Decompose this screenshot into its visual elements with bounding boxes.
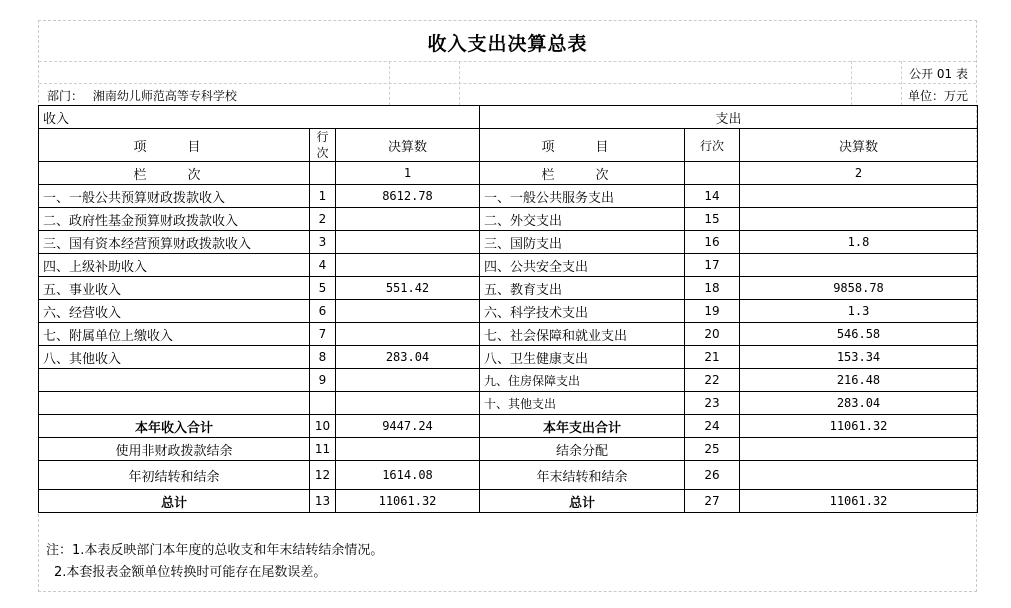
expense-row-no: 17 (685, 254, 740, 277)
income-total-item: 本年收入合计 (39, 415, 310, 438)
expense-row-no: 27 (685, 490, 740, 513)
empty-cell (310, 162, 336, 185)
table-row (39, 300, 978, 323)
income-item: 四、上级补助收入 (39, 254, 310, 277)
expense-total-item: 本年支出合计 (480, 415, 685, 438)
income-row-no: 13 (310, 490, 336, 513)
expense-row-no: 15 (685, 208, 740, 231)
income-amount (336, 300, 480, 323)
expense-row-no: 19 (685, 300, 740, 323)
expense-amount: 1.3 (740, 300, 978, 323)
expense-amount: 153.34 (740, 346, 978, 369)
income-row-no (310, 392, 336, 415)
income-row-no: 7 (310, 323, 336, 346)
income-amount: 551.42 (336, 277, 480, 300)
expense-total-item: 年末结转和结余 (480, 461, 685, 490)
grid-divider (851, 61, 852, 105)
income-row-no: 12 (310, 461, 336, 490)
expense-row-no: 22 (685, 369, 740, 392)
expense-amount: 283.04 (740, 392, 978, 415)
total-row (39, 490, 978, 513)
column-header-row (39, 129, 978, 162)
total-row (39, 415, 978, 438)
expense-section-label: 支出 (480, 106, 978, 129)
expense-row-no: 21 (685, 346, 740, 369)
empty-cell (685, 162, 740, 185)
income-item: 一、一般公共预算财政拨款收入 (39, 185, 310, 208)
income-row-no: 1 (310, 185, 336, 208)
income-amount (336, 231, 480, 254)
income-column-number: 1 (336, 162, 480, 185)
expense-row-no: 20 (685, 323, 740, 346)
unit-label: 单位：万元 (907, 89, 968, 103)
income-amount-header: 决算数 (336, 129, 480, 162)
income-row-no: 10 (310, 415, 336, 438)
expense-amount-header: 决算数 (740, 129, 978, 162)
income-item: 三、国有资本经营预算财政拨款收入 (39, 231, 310, 254)
expense-total-amount: 11061.32 (740, 415, 978, 438)
expense-row-no: 14 (685, 185, 740, 208)
expense-item: 七、社会保障和就业支出 (480, 323, 685, 346)
department-label: 部门： (47, 89, 84, 103)
table-row (39, 208, 978, 231)
income-row-no: 4 (310, 254, 336, 277)
income-row-no: 2 (310, 208, 336, 231)
table-row (39, 277, 978, 300)
expense-row-no: 26 (685, 461, 740, 490)
table-row (39, 392, 978, 415)
income-item: 八、其他收入 (39, 346, 310, 369)
expense-item: 一、一般公共服务支出 (480, 185, 685, 208)
grid-divider (39, 61, 976, 62)
expense-amount (740, 185, 978, 208)
column-number-row (39, 162, 978, 185)
income-row-no: 5 (310, 277, 336, 300)
grid-divider (39, 83, 976, 84)
table-body (39, 106, 978, 513)
income-row-no: 9 (310, 369, 336, 392)
expense-row-no: 23 (685, 392, 740, 415)
income-expense-table (38, 105, 978, 513)
table-row (39, 231, 978, 254)
expense-item: 八、卫生健康支出 (480, 346, 685, 369)
income-item-header: 项 目 (39, 129, 310, 162)
table-row (39, 323, 978, 346)
income-row-no: 3 (310, 231, 336, 254)
expense-amount: 1.8 (740, 231, 978, 254)
table-row (39, 185, 978, 208)
income-amount (336, 392, 480, 415)
expense-amount (740, 208, 978, 231)
expense-item: 三、国防支出 (480, 231, 685, 254)
expense-item: 九、住房保障支出 (480, 369, 685, 392)
income-total-item: 使用非财政拨款结余 (39, 438, 310, 461)
income-item (39, 369, 310, 392)
income-item: 六、经营收入 (39, 300, 310, 323)
expense-row-no-header: 行次 (685, 129, 740, 162)
expense-total-amount (740, 461, 978, 490)
expense-item: 二、外交支出 (480, 208, 685, 231)
expense-total-amount (740, 438, 978, 461)
expense-item: 五、教育支出 (480, 277, 685, 300)
footnote-2: 2.本套报表金额单位转换时可能存在尾数误差。 (54, 565, 327, 580)
income-row-no: 6 (310, 300, 336, 323)
expense-row-no: 18 (685, 277, 740, 300)
form-code: 公开 01 表 (909, 67, 968, 81)
footnote-1: 注：1.本表反映部门本年度的总收支和年末结转结余情况。 (46, 543, 384, 558)
income-total-amount: 1614.08 (336, 461, 480, 490)
expense-row-no: 25 (685, 438, 740, 461)
income-column-label: 栏 次 (39, 162, 310, 185)
grid-divider (459, 61, 460, 105)
expense-row-no: 16 (685, 231, 740, 254)
income-item (39, 392, 310, 415)
income-item: 七、附属单位上缴收入 (39, 323, 310, 346)
grid-divider (901, 61, 902, 105)
table-row (39, 369, 978, 392)
expense-amount: 546.58 (740, 323, 978, 346)
income-amount (336, 369, 480, 392)
income-total-item: 总计 (39, 490, 310, 513)
income-row-no-header: 行 次 (310, 129, 336, 162)
expense-amount (740, 254, 978, 277)
expense-total-item: 总计 (480, 490, 685, 513)
expense-total-item: 结余分配 (480, 438, 685, 461)
table-row (39, 254, 978, 277)
expense-column-label: 栏 次 (480, 162, 685, 185)
income-total-amount: 9447.24 (336, 415, 480, 438)
total-row (39, 438, 978, 461)
expense-item: 十、其他支出 (480, 392, 685, 415)
expense-amount: 216.48 (740, 369, 978, 392)
income-section-label: 收入 (39, 106, 480, 129)
income-amount (336, 254, 480, 277)
expense-row-no: 24 (685, 415, 740, 438)
expense-total-amount: 11061.32 (740, 490, 978, 513)
expense-item-header: 项 目 (480, 129, 685, 162)
expense-item: 六、科学技术支出 (480, 300, 685, 323)
department-row (47, 87, 237, 104)
section-header-row (39, 106, 978, 129)
income-row-no: 8 (310, 346, 336, 369)
report-title: 收入支出决算总表 (427, 33, 588, 55)
expense-amount: 9858.78 (740, 277, 978, 300)
table-row (39, 346, 978, 369)
grid-divider (389, 61, 390, 105)
income-amount (336, 208, 480, 231)
income-item: 五、事业收入 (39, 277, 310, 300)
income-total-amount (336, 438, 480, 461)
expense-item: 四、公共安全支出 (480, 254, 685, 277)
expense-column-number: 2 (740, 162, 978, 185)
income-item: 二、政府性基金预算财政拨款收入 (39, 208, 310, 231)
income-amount: 8612.78 (336, 185, 480, 208)
department-name: 湘南幼儿师范高等专科学校 (92, 89, 237, 103)
income-row-no: 11 (310, 438, 336, 461)
income-amount (336, 323, 480, 346)
footnotes (46, 540, 383, 584)
income-total-item: 年初结转和结余 (39, 461, 310, 490)
income-amount: 283.04 (336, 346, 480, 369)
income-total-amount: 11061.32 (336, 490, 480, 513)
total-row (39, 461, 978, 490)
